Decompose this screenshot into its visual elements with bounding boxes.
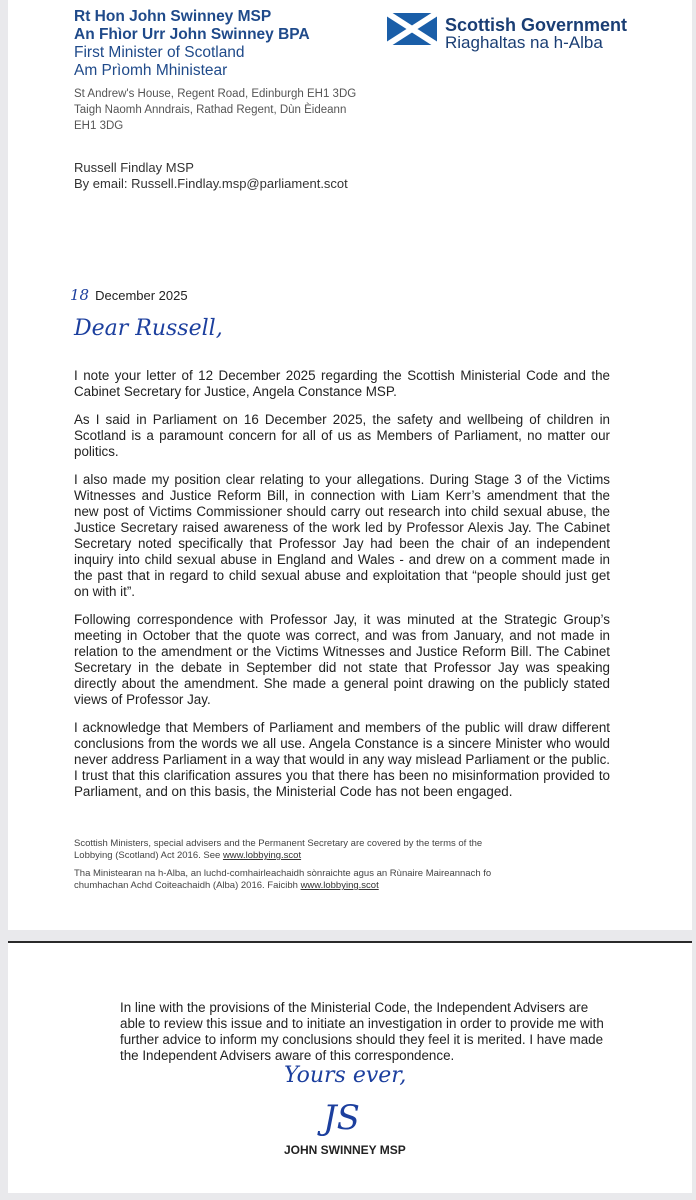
lobbying-link-en[interactable]: www.lobbying.scot	[222, 850, 302, 861]
handwritten-signoff: Yours ever,	[284, 1063, 407, 1088]
body-paragraph: I also made my position clear relating to your allegations. During Stage 3 of the Victims Witnesses and Justice Reform Bill, in connection with Liam Kerr’s amendment that the new post of Victims Commissioner should carry out research into child sexual abuse, the Justice Secretary raised awareness of the work led by Professor Alexis Jay. The Cabinet Secretary noted specifically that Professor Jay had been the chair of an independent inquiry into child sexual abuse in England and Wales - and drew on a comment made in the past that in regard to child sexual abuse and exploitation that “people should just get on with it”.	[74, 472, 610, 599]
body-paragraph: Following correspondence with Professor Jay, it was minuted at the Strategic Group’s meeting in October that the quote was correct, and was from January, and not made in relation to the amendment or the Victims Witnesses and Justice Reform Bill. The Cabinet Secretary in the debate in September did not state that Professor Jay was speaking directly about the amendment. She made a general point drawing on the publicly stated views of Professor Jay.	[74, 612, 610, 707]
saltire-icon	[387, 13, 437, 45]
signature-mark: JS	[323, 1098, 360, 1138]
letter-page-2	[8, 941, 692, 1193]
date-month-year: December 2025	[95, 288, 188, 303]
letter-page-1	[8, 0, 692, 930]
sender-address	[74, 86, 414, 134]
address-postcode: EH1 3DG	[74, 120, 124, 132]
logo-name-en: Scottish Government	[445, 15, 628, 35]
lobbying-link-gd[interactable]: www.lobbying.scot	[300, 880, 379, 891]
handwritten-salutation: Dear Russell,	[74, 316, 223, 341]
recipient-email: By email: Russell.Findlay.msp@parliament.scot	[74, 176, 348, 191]
signatory-name: JOHN SWINNEY MSP	[284, 1143, 406, 1157]
footer-gd-text: Tha Ministearan na h-Alba, an luchd-comhairleachaidh sònraichte agus an Rùnaire Maireannach fo chumhachan Achd Coiteachaidh (Alba) 2016. Faicibh	[74, 868, 492, 891]
footer-en-text: Scottish Ministers, special advisers and the Permanent Secretary are covered by the terms of the Lobbying (Scotland) Act 2016. See	[74, 838, 483, 861]
lobbying-footer	[74, 838, 514, 898]
sender-block	[74, 8, 310, 80]
logo-name-gd: Riaghaltas na h-Alba	[445, 33, 603, 52]
body-paragraph: As I said in Parliament on 16 December 2025, the safety and wellbeing of children in Scotland is a paramount concern for all of us as Members of Parliament, no matter our politics.	[74, 412, 610, 459]
body-paragraph: I acknowledge that Members of Parliament and members of the public will draw different conclusions from the words we all use. Angela Constance is a sincere Minister who would never address Parliament in a way that would in any way mislead Parliament or the public. I trust that this clarification assures you that there has been no misinformation provided to Parliament, and on this basis, the Ministerial Code has not been engaged.	[74, 720, 610, 799]
body-paragraph: I note your letter of 12 December 2025 regarding the Scottish Ministerial Code and the Cabinet Secretary for Justice, Angela Constance MSP.	[74, 368, 610, 399]
recipient-block	[74, 160, 348, 192]
handwritten-day: 18	[70, 286, 90, 304]
footer-en	[74, 838, 514, 862]
address-line-gd: Taigh Naomh Anndrais, Rathad Regent, Dùn Èideann	[74, 104, 347, 116]
sender-title-gd: An Fhìor Urr John Swinney BPA	[74, 26, 310, 43]
letter-date	[70, 286, 188, 304]
sender-role-gd: Am Prìomh Mhinistear	[74, 62, 228, 79]
closing-paragraph: In line with the provisions of the Ministerial Code, the Independent Advisers are able to review this issue and to initiate an investigation in order to provide me with further advice to inform my conclusions should they feel it is merited. I have made the Independent Advisers aware of this correspondence.	[120, 1000, 604, 1063]
recipient-name: Russell Findlay MSP	[74, 160, 194, 175]
address-line-en: St Andrew's House, Regent Road, Edinburgh EH1 3DG	[74, 88, 357, 100]
letter-body	[74, 368, 610, 812]
sender-role-en: First Minister of Scotland	[74, 44, 245, 61]
sender-title-en: Rt Hon John Swinney MSP	[74, 8, 272, 25]
footer-gd	[74, 868, 514, 892]
